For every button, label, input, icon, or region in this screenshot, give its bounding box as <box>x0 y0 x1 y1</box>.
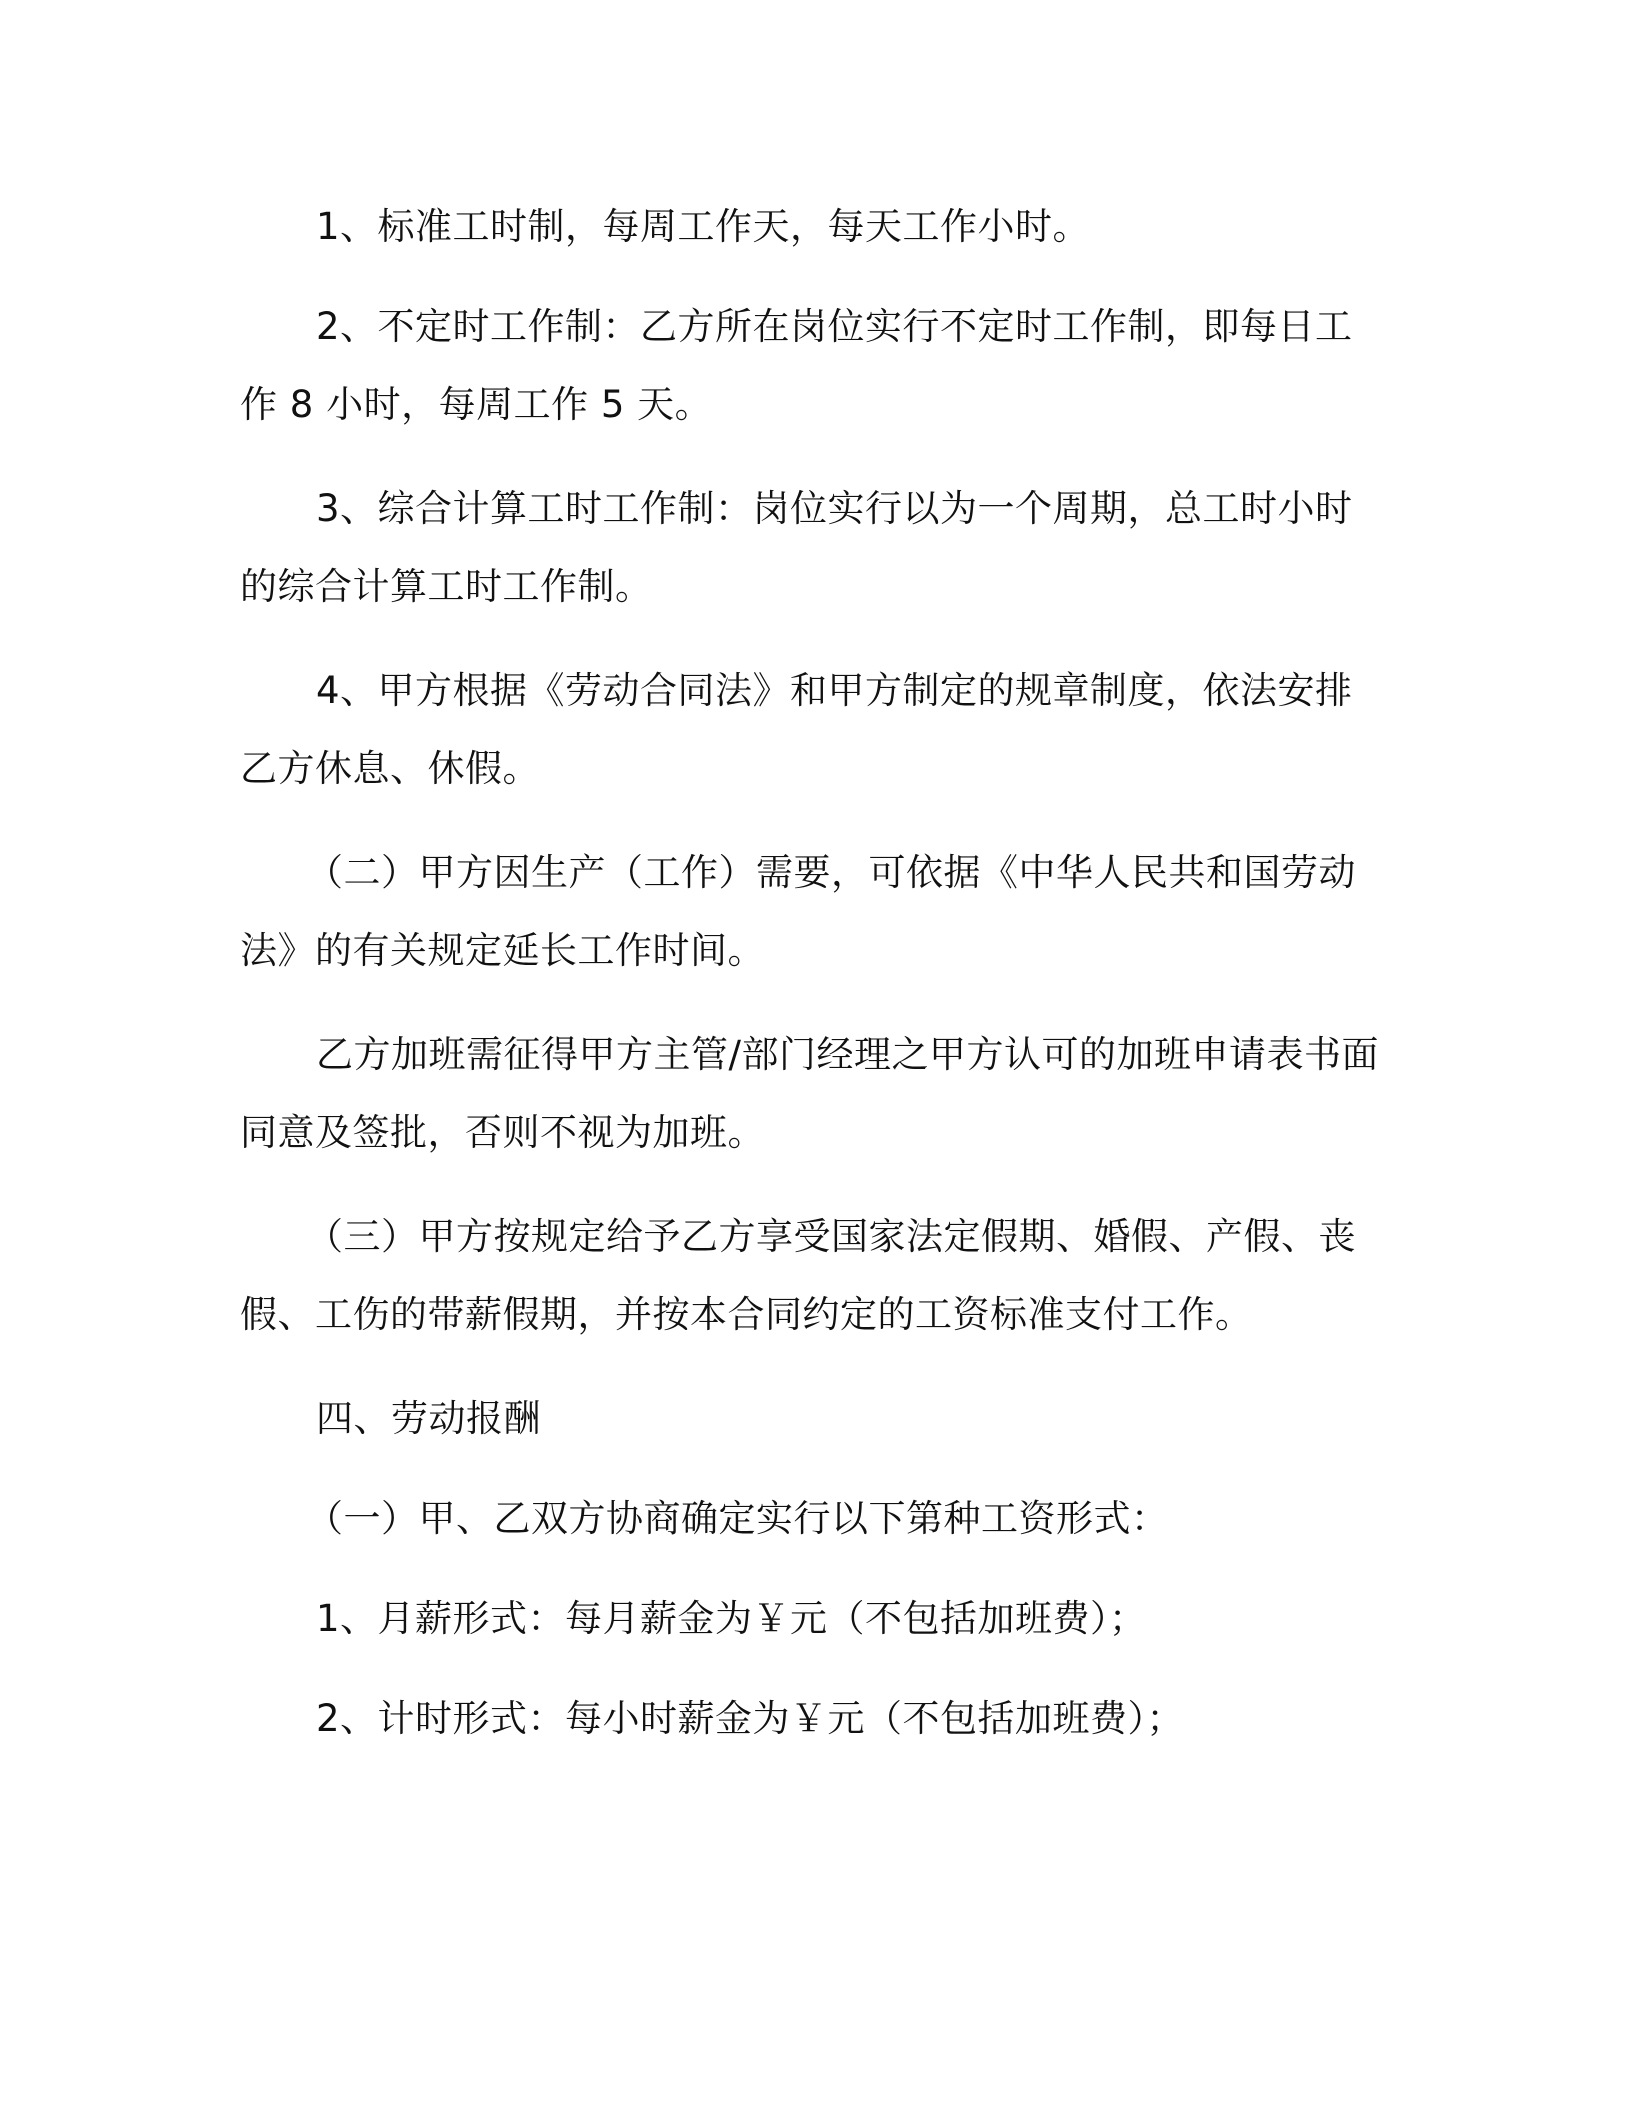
section-heading-remuneration: 四、劳动报酬 <box>316 1397 541 1440</box>
paragraph-overtime-approval: 乙方加班需征得甲方主管/部门经理之甲方认可的加班申请表书面同意及签批，否则不视为加班。 <box>240 1033 1379 1154</box>
paragraph-hourly-salary: 2、计时形式：每小时薪金为￥元（不包括加班费）； <box>316 1697 1185 1740</box>
paragraph-overtime-extension: （二）甲方因生产（工作）需要，可依据《中华人民共和国劳动法》的有关规定延长工作时间。 <box>240 851 1356 972</box>
paragraph-flexible-hours: 2、不定时工作制：乙方所在岗位实行不定时工作制，即每日工作 8 小时，每周工作 5 天。 <box>240 305 1353 426</box>
paragraph-wage-form: （一）甲、乙双方协商确定实行以下第种工资形式： <box>306 1497 1169 1540</box>
document-body <box>240 188 1390 1780</box>
paragraph-paid-leave: （三）甲方按规定给予乙方享受国家法定假期、婚假、产假、丧假、工伤的带薪假期，并按本合同约定的工资标准支付工作。 <box>240 1215 1356 1336</box>
paragraph-standard-hours: 1、标准工时制，每周工作天，每天工作小时。 <box>316 205 1091 248</box>
paragraph-rest-arrangement: 4、甲方根据《劳动合同法》和甲方制定的规章制度，依法安排乙方休息、休假。 <box>240 669 1353 790</box>
paragraph-monthly-salary: 1、月薪形式：每月薪金为￥元（不包括加班费）； <box>316 1597 1147 1640</box>
paragraph-comprehensive-hours: 3、综合计算工时工作制：岗位实行以为一个周期，总工时小时的综合计算工时工作制。 <box>240 487 1353 608</box>
